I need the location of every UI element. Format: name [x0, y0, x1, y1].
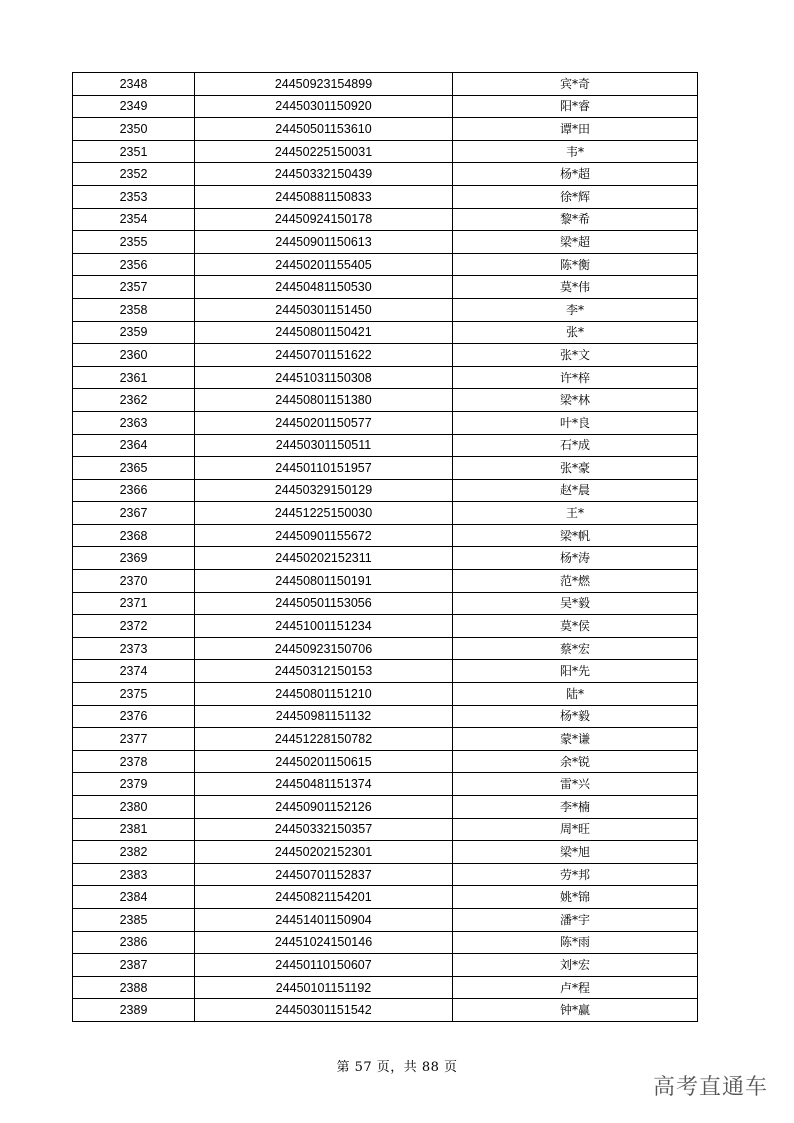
seq-cell: 2366 — [73, 479, 195, 502]
name-cell: 张* — [453, 321, 698, 344]
table-row — [73, 185, 698, 208]
name-cell: 周*旺 — [453, 818, 698, 841]
name-cell: 谭*田 — [453, 118, 698, 141]
seq-cell: 2360 — [73, 344, 195, 367]
id-cell: 24450332150439 — [195, 163, 453, 186]
watermark-logo: 高考直通车 — [652, 1075, 768, 1100]
id-cell: 24450901155672 — [195, 524, 453, 547]
table-row — [73, 615, 698, 638]
seq-cell: 2379 — [73, 773, 195, 796]
name-cell: 杨*超 — [453, 163, 698, 186]
name-cell: 劳*邦 — [453, 863, 698, 886]
table-row — [73, 411, 698, 434]
seq-cell: 2349 — [73, 95, 195, 118]
table-row — [73, 954, 698, 977]
table-row — [73, 321, 698, 344]
id-cell: 24450481150530 — [195, 276, 453, 299]
seq-cell: 2385 — [73, 908, 195, 931]
table-row — [73, 434, 698, 457]
name-cell: 张*豪 — [453, 457, 698, 480]
id-cell: 24450202152311 — [195, 547, 453, 570]
id-cell: 24450201150615 — [195, 750, 453, 773]
id-cell: 24451001151234 — [195, 615, 453, 638]
data-table-container — [72, 72, 697, 1022]
seq-cell: 2373 — [73, 637, 195, 660]
table-row — [73, 163, 698, 186]
seq-cell: 2368 — [73, 524, 195, 547]
table-row — [73, 683, 698, 706]
id-cell: 24450881150833 — [195, 185, 453, 208]
name-cell: 叶*良 — [453, 411, 698, 434]
seq-cell: 2363 — [73, 411, 195, 434]
table-row — [73, 796, 698, 819]
seq-cell: 2369 — [73, 547, 195, 570]
id-cell: 24450901152126 — [195, 796, 453, 819]
id-cell: 24450801151210 — [195, 683, 453, 706]
seq-cell: 2376 — [73, 705, 195, 728]
id-cell: 24450923150706 — [195, 637, 453, 660]
id-cell: 24450202152301 — [195, 841, 453, 864]
name-cell: 杨*毅 — [453, 705, 698, 728]
id-cell: 24450923154899 — [195, 73, 453, 96]
name-cell: 范*燃 — [453, 570, 698, 593]
seq-cell: 2367 — [73, 502, 195, 525]
seq-cell: 2364 — [73, 434, 195, 457]
data-table — [72, 72, 698, 1022]
table-row — [73, 140, 698, 163]
id-cell: 24450329150129 — [195, 479, 453, 502]
name-cell: 李*楠 — [453, 796, 698, 819]
id-cell: 24450801150191 — [195, 570, 453, 593]
seq-cell: 2374 — [73, 660, 195, 683]
seq-cell: 2370 — [73, 570, 195, 593]
id-cell: 24450110151957 — [195, 457, 453, 480]
name-cell: 梁*帆 — [453, 524, 698, 547]
seq-cell: 2353 — [73, 185, 195, 208]
seq-cell: 2355 — [73, 231, 195, 254]
seq-cell: 2371 — [73, 592, 195, 615]
name-cell: 韦* — [453, 140, 698, 163]
id-cell: 24450924150178 — [195, 208, 453, 231]
table-row — [73, 841, 698, 864]
id-cell: 24450701152837 — [195, 863, 453, 886]
seq-cell: 2378 — [73, 750, 195, 773]
name-cell: 王* — [453, 502, 698, 525]
id-cell: 24450701151622 — [195, 344, 453, 367]
name-cell: 刘*宏 — [453, 954, 698, 977]
seq-cell: 2348 — [73, 73, 195, 96]
table-row — [73, 931, 698, 954]
table-row — [73, 637, 698, 660]
table-row — [73, 999, 698, 1022]
name-cell: 张*文 — [453, 344, 698, 367]
id-cell: 24450201150577 — [195, 411, 453, 434]
name-cell: 潘*宇 — [453, 908, 698, 931]
name-cell: 钟*赢 — [453, 999, 698, 1022]
name-cell: 梁*旭 — [453, 841, 698, 864]
name-cell: 杨*涛 — [453, 547, 698, 570]
name-cell: 徐*辉 — [453, 185, 698, 208]
name-cell: 陆* — [453, 683, 698, 706]
seq-cell: 2356 — [73, 253, 195, 276]
table-row — [73, 95, 698, 118]
id-cell: 24450312150153 — [195, 660, 453, 683]
id-cell: 24450801151380 — [195, 389, 453, 412]
seq-cell: 2387 — [73, 954, 195, 977]
name-cell: 阳*先 — [453, 660, 698, 683]
id-cell: 24450301150920 — [195, 95, 453, 118]
id-cell: 24450332150357 — [195, 818, 453, 841]
table-row — [73, 298, 698, 321]
page-number: 第 57 页，共 88 页 — [336, 1060, 458, 1075]
table-row — [73, 976, 698, 999]
name-cell: 莫*侯 — [453, 615, 698, 638]
seq-cell: 2377 — [73, 728, 195, 751]
seq-cell: 2389 — [73, 999, 195, 1022]
table-row — [73, 502, 698, 525]
id-cell: 24451024150146 — [195, 931, 453, 954]
seq-cell: 2388 — [73, 976, 195, 999]
id-cell: 24450110150607 — [195, 954, 453, 977]
table-row — [73, 253, 698, 276]
name-cell: 吴*毅 — [453, 592, 698, 615]
id-cell: 24450301150511 — [195, 434, 453, 457]
name-cell: 余*锐 — [453, 750, 698, 773]
table-row — [73, 728, 698, 751]
id-cell: 24450481151374 — [195, 773, 453, 796]
table-row — [73, 750, 698, 773]
name-cell: 雷*兴 — [453, 773, 698, 796]
id-cell: 24451228150782 — [195, 728, 453, 751]
seq-cell: 2386 — [73, 931, 195, 954]
seq-cell: 2354 — [73, 208, 195, 231]
table-row — [73, 886, 698, 909]
seq-cell: 2358 — [73, 298, 195, 321]
table-row — [73, 547, 698, 570]
name-cell: 石*成 — [453, 434, 698, 457]
table-row — [73, 276, 698, 299]
name-cell: 蔡*宏 — [453, 637, 698, 660]
table-row — [73, 773, 698, 796]
seq-cell: 2384 — [73, 886, 195, 909]
table-row — [73, 118, 698, 141]
seq-cell: 2351 — [73, 140, 195, 163]
name-cell: 莫*伟 — [453, 276, 698, 299]
seq-cell: 2372 — [73, 615, 195, 638]
table-row — [73, 208, 698, 231]
seq-cell: 2357 — [73, 276, 195, 299]
id-cell: 24450901150613 — [195, 231, 453, 254]
table-row — [73, 863, 698, 886]
table-row — [73, 457, 698, 480]
id-cell: 24450501153610 — [195, 118, 453, 141]
name-cell: 蒙*谦 — [453, 728, 698, 751]
name-cell: 卢*程 — [453, 976, 698, 999]
name-cell: 赵*晨 — [453, 479, 698, 502]
id-cell: 24451031150308 — [195, 366, 453, 389]
table-row — [73, 344, 698, 367]
id-cell: 24450201155405 — [195, 253, 453, 276]
table-row — [73, 479, 698, 502]
name-cell: 陈*衡 — [453, 253, 698, 276]
table-row — [73, 231, 698, 254]
name-cell: 宾*奇 — [453, 73, 698, 96]
seq-cell: 2380 — [73, 796, 195, 819]
id-cell: 24450501153056 — [195, 592, 453, 615]
table-row — [73, 570, 698, 593]
table-body — [73, 73, 698, 1022]
name-cell: 梁*林 — [453, 389, 698, 412]
name-cell: 黎*希 — [453, 208, 698, 231]
table-row — [73, 524, 698, 547]
seq-cell: 2381 — [73, 818, 195, 841]
seq-cell: 2350 — [73, 118, 195, 141]
table-row — [73, 705, 698, 728]
id-cell: 24450981151132 — [195, 705, 453, 728]
id-cell: 24450225150031 — [195, 140, 453, 163]
name-cell: 许*梓 — [453, 366, 698, 389]
seq-cell: 2382 — [73, 841, 195, 864]
table-row — [73, 818, 698, 841]
seq-cell: 2365 — [73, 457, 195, 480]
id-cell: 24451401150904 — [195, 908, 453, 931]
name-cell: 陈*雨 — [453, 931, 698, 954]
table-row — [73, 592, 698, 615]
table-row — [73, 908, 698, 931]
id-cell: 24450101151192 — [195, 976, 453, 999]
table-row — [73, 73, 698, 96]
id-cell: 24450821154201 — [195, 886, 453, 909]
id-cell: 24451225150030 — [195, 502, 453, 525]
name-cell: 梁*超 — [453, 231, 698, 254]
seq-cell: 2383 — [73, 863, 195, 886]
seq-cell: 2352 — [73, 163, 195, 186]
seq-cell: 2375 — [73, 683, 195, 706]
seq-cell: 2359 — [73, 321, 195, 344]
id-cell: 24450301151450 — [195, 298, 453, 321]
table-row — [73, 389, 698, 412]
name-cell: 阳*睿 — [453, 95, 698, 118]
name-cell: 李* — [453, 298, 698, 321]
id-cell: 24450301151542 — [195, 999, 453, 1022]
name-cell: 姚*锦 — [453, 886, 698, 909]
seq-cell: 2362 — [73, 389, 195, 412]
id-cell: 24450801150421 — [195, 321, 453, 344]
table-row — [73, 366, 698, 389]
seq-cell: 2361 — [73, 366, 195, 389]
table-row — [73, 660, 698, 683]
